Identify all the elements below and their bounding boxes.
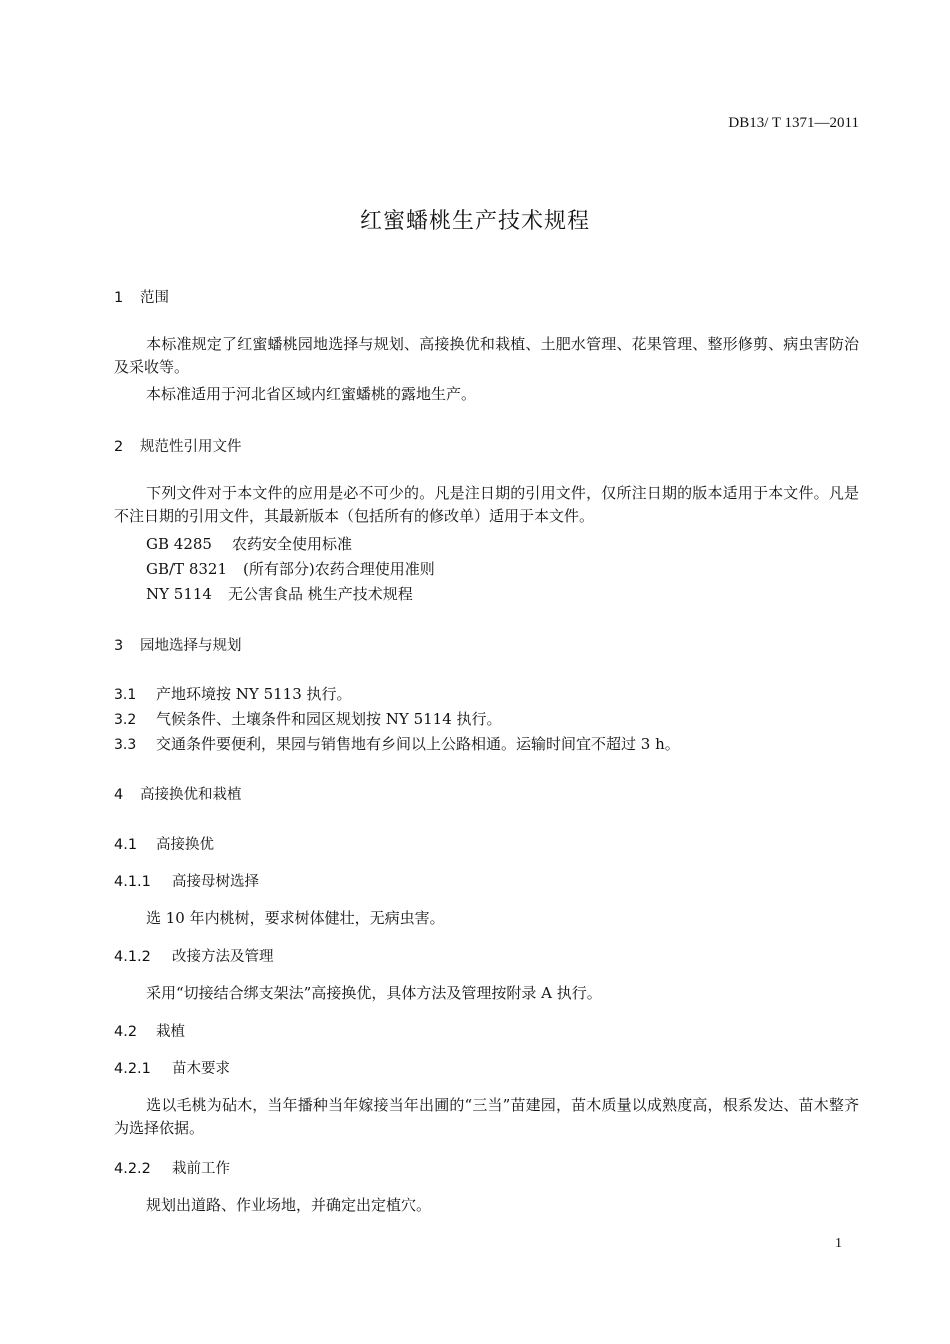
section-number: 2 bbox=[114, 439, 124, 455]
reference-name: 无公害食品 桃生产技术规程 bbox=[227, 585, 413, 603]
section-number: 4.2.2 bbox=[114, 1161, 151, 1177]
section-number: 4.1 bbox=[114, 837, 138, 853]
paragraph-text: 下列文件对于本文件的应用是必不可少的。凡是注日期的引用文件，仅所注日期的版本适用于本文件。凡是不注日期的引用文件，其最新版本（包括所有的修改单）适用于本文件。 bbox=[114, 484, 859, 525]
subsection-4-1-2-heading bbox=[114, 945, 274, 966]
paragraph-text: 选以毛桃为砧木，当年播种当年嫁接当年出圃的“三当”苗建园，苗木质量以成熟度高，根系发达、苗木整齐为选择依据。 bbox=[114, 1096, 859, 1137]
clause-3-3 bbox=[114, 733, 680, 754]
reference-item bbox=[146, 583, 413, 604]
paragraph-text: 本标准规定了红蜜蟠桃园地选择与规划、高接换优和栽植、土肥水管理、花果管理、整形修剪、病虫害防治及采收等。 bbox=[114, 335, 859, 376]
section-title: 高接换优 bbox=[156, 837, 214, 853]
clause-text: 产地环境按 NY 5113 执行。 bbox=[156, 685, 352, 703]
standard-code: DB13/ T 1371—2011 bbox=[728, 115, 859, 131]
subsection-4-2-1-text bbox=[114, 1094, 859, 1140]
subsection-4-1-1-heading bbox=[114, 870, 259, 891]
section-title: 规范性引用文件 bbox=[140, 439, 242, 455]
subsection-4-1-1-text: 选 10 年内桃树，要求树体健壮，无病虫害。 bbox=[146, 909, 445, 927]
clause-number: 3.1 bbox=[114, 687, 137, 703]
page-number: 1 bbox=[835, 1236, 842, 1251]
section-title: 改接方法及管理 bbox=[172, 949, 274, 965]
section-title: 高接换优和栽植 bbox=[140, 787, 242, 803]
subsection-4-1-2-text: 采用“切接结合绑支架法”高接换优，具体方法及管理按附录 A 执行。 bbox=[146, 984, 602, 1002]
section-number: 4.2.1 bbox=[114, 1061, 151, 1077]
document-title: 红蜜蟠桃生产技术规程 bbox=[359, 209, 590, 234]
section-2-paragraph bbox=[114, 482, 859, 528]
clause-3-2 bbox=[114, 708, 502, 729]
reference-code: NY 5114 bbox=[146, 585, 212, 603]
section-3-heading bbox=[114, 634, 242, 655]
section-title: 苗木要求 bbox=[172, 1061, 230, 1077]
section-title: 园地选择与规划 bbox=[140, 638, 242, 654]
section-number: 4.2 bbox=[114, 1024, 138, 1040]
clause-text: 气候条件、土壤条件和园区规划按 NY 5114 执行。 bbox=[156, 710, 502, 728]
subsection-4-2-heading bbox=[114, 1020, 185, 1041]
section-title: 范围 bbox=[140, 290, 169, 306]
subsection-4-2-2-heading bbox=[114, 1157, 230, 1178]
section-number: 4 bbox=[114, 787, 124, 803]
subsection-4-2-2-text: 规划出道路、作业场地，并确定出定植穴。 bbox=[146, 1196, 432, 1214]
clause-number: 3.2 bbox=[114, 712, 137, 728]
subsection-4-1-heading bbox=[114, 833, 214, 854]
reference-item bbox=[146, 533, 352, 554]
subsection-4-2-1-heading bbox=[114, 1057, 230, 1078]
section-number: 4.1.1 bbox=[114, 874, 151, 890]
reference-code: GB 4285 bbox=[146, 535, 212, 553]
reference-code: GB/T 8321 bbox=[146, 560, 228, 578]
section-number: 1 bbox=[114, 290, 124, 306]
section-number: 3 bbox=[114, 638, 124, 654]
section-1-heading bbox=[114, 286, 169, 307]
section-title: 栽植 bbox=[156, 1024, 185, 1040]
section-title: 高接母树选择 bbox=[172, 874, 259, 890]
clause-number: 3.3 bbox=[114, 737, 137, 753]
reference-item bbox=[146, 558, 435, 579]
section-number: 4.1.2 bbox=[114, 949, 151, 965]
section-4-heading bbox=[114, 783, 242, 804]
reference-name: (所有部分)农药合理使用准则 bbox=[243, 560, 435, 578]
section-1-paragraph-2: 本标准适用于河北省区域内红蜜蟠桃的露地生产。 bbox=[146, 385, 477, 403]
section-2-heading bbox=[114, 435, 242, 456]
clause-3-1 bbox=[114, 683, 352, 704]
section-1-paragraph-1 bbox=[114, 333, 859, 379]
section-title: 栽前工作 bbox=[172, 1161, 230, 1177]
reference-name: 农药安全使用标准 bbox=[231, 535, 352, 553]
clause-text: 交通条件要便利，果园与销售地有乡间以上公路相通。运输时间宜不超过 3 h。 bbox=[156, 735, 680, 753]
